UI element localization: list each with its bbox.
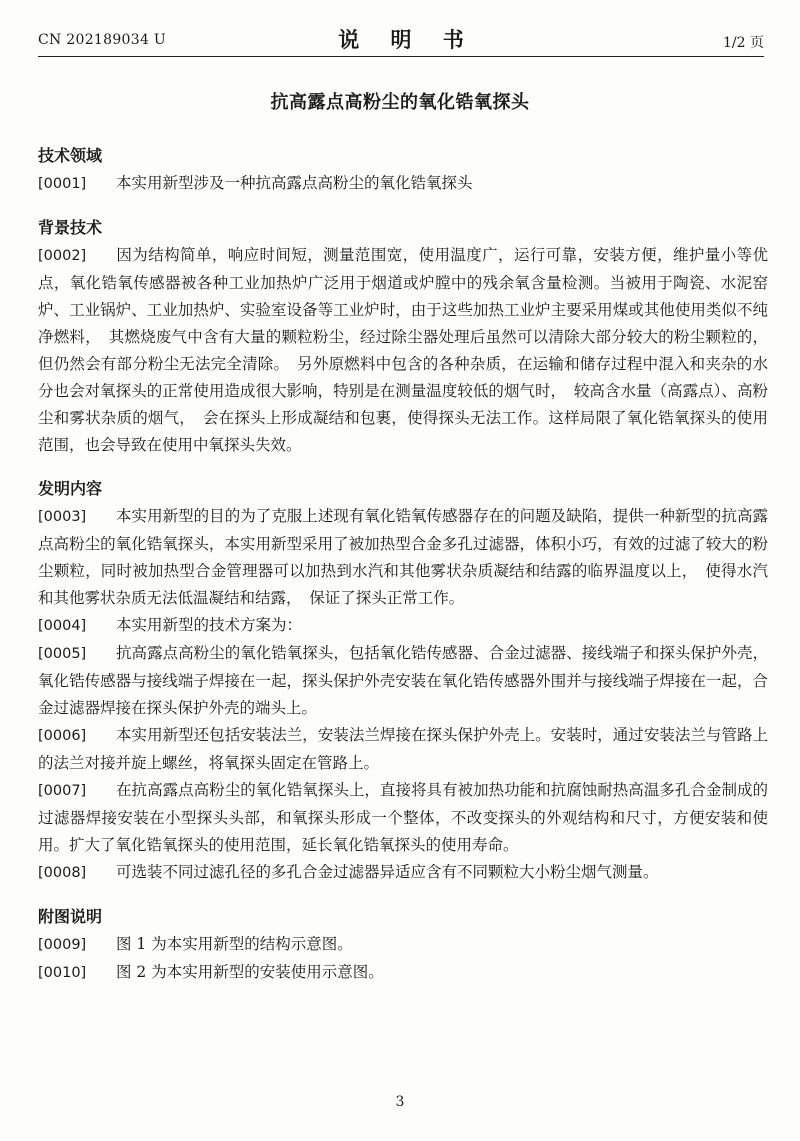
paragraph-number: [0002] [38,248,87,264]
paragraph-number: [0009] [38,937,87,953]
paragraph-0008 [38,859,768,887]
paragraph-text: 图 1 为本实用新型的结构示意图。 [116,935,353,953]
paragraph-number: [0001] [38,176,87,192]
page-count: 1/2 页 [723,35,764,51]
header-divider [38,56,764,57]
running-header [38,22,764,52]
paragraph-text: 本实用新型的技术方案为： [116,616,303,634]
paragraph-0001 [38,170,768,198]
paragraph-text: 可选装不同过滤孔径的多孔合金过滤器异适应含有不同颗粒大小粉尘烟气测量。 [116,863,659,881]
paragraph-0002 [38,242,768,459]
paragraph-0005 [38,640,768,722]
paragraph-number: [0003] [38,509,87,525]
paragraph-0006 [38,722,768,777]
paragraph-number: [0006] [38,728,87,744]
paragraph-number: [0004] [38,618,87,634]
paragraph-0007 [38,777,768,859]
paragraph-text: 在抗高露点高粉尘的氧化锆氧探头上，直接将具有被加热功能和抗腐蚀耐热高温多孔合金制成的过滤器焊接安装在小型探头头部，和氧探头形成一个整体，不改变探头的外观结构和尺寸，方便安装和使用。扩大了氧化锆氧探头的使用范围，延长氧化锆氧探头的使用寿命。 [38,781,768,854]
paragraph-number: [0008] [38,865,87,881]
section-heading-background: 背景技术 [38,218,103,237]
paragraph-0003 [38,503,768,612]
document-title: 抗高露点高粉尘的氧化锆氧探头 [270,92,530,113]
page-number: 3 [395,1094,405,1110]
paragraph-text: 本实用新型的目的为了克服上述现有氧化锆氧传感器存在的问题及缺陷，提供一种新型的抗高露点高粉尘的氧化锆氧探头，本实用新型采用了被加热型合金多孔过滤器，体积小巧，有效的过滤了较大的粉尘颗粒，同时被加热型合金管理器可以加热到水汽和其他雾状杂质凝结和结露的临界温度以上， 使得水汽和其他雾状杂质无法低温凝结和结露， 保证了探头正常工作。 [38,507,768,607]
paragraph-text: 本实用新型涉及一种抗高露点高粉尘的氧化锆氧探头 [116,174,473,192]
section-heading-drawings: 附图说明 [38,907,103,926]
paragraph-text: 本实用新型还包括安装法兰，安装法兰焊接在探头保护外壳上。安装时，通过安装法兰与管路上的法兰对接并旋上螺丝，将氧探头固定在管路上。 [38,726,768,772]
paragraph-text: 抗高露点高粉尘的氧化锆氧探头，包括氧化锆传感器、合金过滤器、接线端子和探头保护外壳，氧化锆传感器与接线端子焊接在一起，探头保护外壳安装在氧化锆传感器外围并与接线端子焊接在一起，合金过滤器焊接在探头保护外壳的端头上。 [38,644,768,717]
document-body [38,144,768,987]
paragraph-text: 因为结构简单，响应时间短，测量范围宽，使用温度广，运行可靠，安装方便，维护量小等优点，氧化锆氧传感器被各种工业加热炉广泛用于烟道或炉膛中的残余氧含量检测。当被用于陶瓷、水泥窑炉、工业锅炉、工业加热炉、实验室设备等工业炉时，由于这些加热工业炉主要采用煤或其他使用类似不纯净燃料， 其燃烧废气中含有大量的颗粒粉尘，经过除尘器处理后虽然可以清除大部分较大的粉尘颗粒的，但仍然会有部分粉尘无法完全清除。 另外原燃料中包含的各种杂质，在运输和储存过程中混入和夹杂的水分也会对氧探头的正常使用造成很大影响，特别是在测量温度较低的烟气时， 较高含水量（高露点）、高粉尘和雾状杂质的烟气， 会在探头上形成凝结和包裹，使得探头无法工作。这样局限了氧化锆氧探头的使用范围，也会导致在使用中氧探头失效。 [38,246,768,454]
paragraph-number: [0005] [38,646,87,662]
section-heading-technical-field: 技术领域 [38,146,103,165]
paragraph-text: 图 2 为本实用新型的安装使用示意图。 [116,963,384,981]
paragraph-0010 [38,959,768,987]
paragraph-number: [0007] [38,783,87,799]
document-number: CN 202189034 U [38,32,167,48]
section-heading-summary: 发明内容 [38,479,103,498]
paragraph-0004 [38,612,768,640]
paragraph-0009 [38,931,768,959]
header-title: 说 明 书 [338,28,476,52]
paragraph-number: [0010] [38,965,87,981]
